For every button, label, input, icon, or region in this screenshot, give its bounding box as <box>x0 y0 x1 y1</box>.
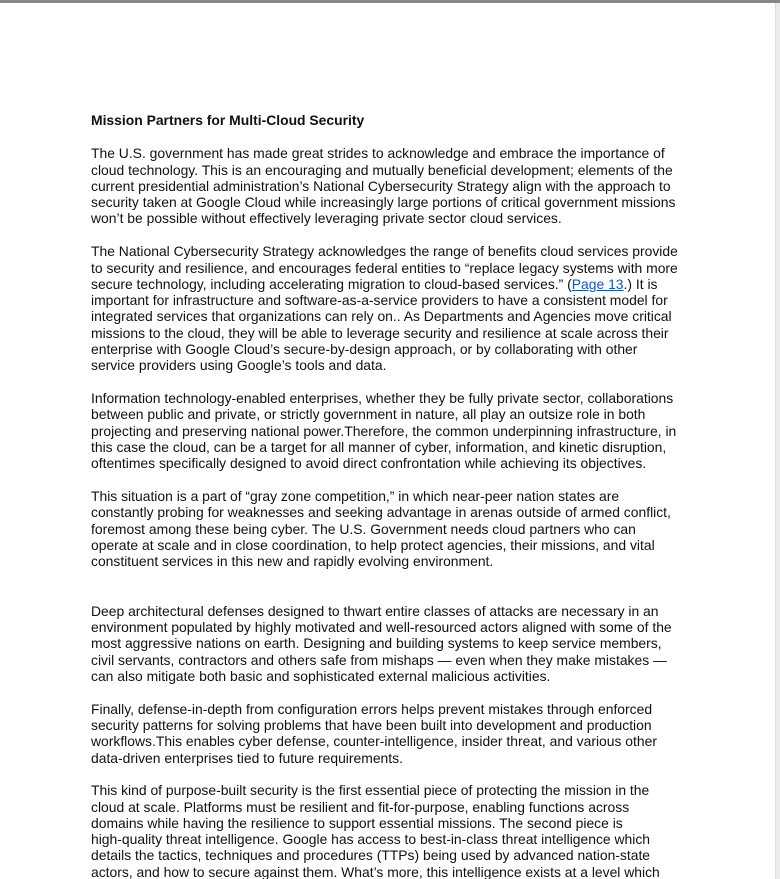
text-line: current presidential administration’s National Cybersecurity Strategy align with the approach to <box>91 177 671 194</box>
text-line: cloud technology. This is an encouraging and mutually beneficial development; elements of the <box>91 161 673 178</box>
document-title: Mission Partners for Multi-Cloud Security <box>91 112 365 128</box>
text-line: enterprise with Google Cloud’s secure-by-design approach, or by collaborating with other <box>91 341 638 358</box>
text-line: foremost among these being cyber. The U.S. Government needs cloud partners who can <box>91 520 636 537</box>
paragraph-6 <box>91 701 691 766</box>
paragraph-7 <box>91 782 691 879</box>
text-segment: secure technology, including accelerating migration to cloud-based services.” ( <box>91 275 572 292</box>
text-line: service providers using Google’s tools and data. <box>91 357 387 374</box>
text-line: workflows.This enables cyber defense, counter-intelligence, insider threat, and various other <box>91 733 657 750</box>
text-line: Deep architectural defenses designed to thwart entire classes of attacks are necessary in an <box>91 602 659 619</box>
text-line: oftentimes specifically designed to avoid direct confrontation while achieving its objectives. <box>91 455 647 472</box>
text-line: important for infrastructure and software-as-a-service providers to have a consistent model for <box>91 292 668 309</box>
text-line: Finally, defense-in-depth from configuration errors helps prevent mistakes through enforced <box>91 700 653 717</box>
text-line: details the tactics, techniques and procedures (TTPs) being used by advanced nation-state <box>91 847 651 864</box>
text-line: This kind of purpose-built security is the first essential piece of protecting the mission in the <box>91 782 650 799</box>
text-line: security patterns for solving problems that have been built into development and production <box>91 716 652 733</box>
text-line: cloud at scale. Platforms must be resilient and fit-for-purpose, enabling functions across <box>91 798 630 815</box>
text-line: can also mitigate both basic and sophisticated external malicious activities. <box>91 667 551 684</box>
text-line: The National Cybersecurity Strategy acknowledges the range of benefits cloud services provide <box>91 243 678 260</box>
text-line: security taken at Google Cloud while increasingly large portions of critical government missions <box>91 194 676 211</box>
text-line: constituent services in this new and rapidly evolving environment. <box>91 553 494 570</box>
paragraph-2 <box>91 243 691 373</box>
text-line: most aggressive nations on earth. Designing and building systems to keep service members, <box>91 635 662 652</box>
text-line: environment populated by highly motivated and well-resourced actors aligned with some of the <box>91 618 672 635</box>
text-line: to security and resilience, and encourages federal entities to “replace legacy systems with more <box>91 259 678 276</box>
paragraph-3 <box>91 390 691 471</box>
text-line: integrated services that organizations can rely on.. As Departments and Agencies move critical <box>91 308 672 325</box>
text-line <box>91 276 691 292</box>
text-line: this case the cloud, can be a target for all manner of cyber, information, and kinetic disruption, <box>91 439 667 456</box>
text-line: operate at scale and in close coordination, to help protect agencies, their missions, and vital <box>91 537 655 554</box>
text-line: projecting and preserving national power.Therefore, the common underpinning infrastructure, in <box>91 422 677 439</box>
text-line: constantly probing for weaknesses and seeking advantage in arenas outside of armed conflict, <box>91 504 671 521</box>
document-content <box>91 112 691 879</box>
text-line: between public and private, or strictly government in nature, all play an outsize role in both <box>91 406 646 423</box>
text-line: Information technology-enabled enterprises, whether they be fully private sector, collaborations <box>91 390 674 407</box>
text-line: domains while having the resilience to support essential missions. The second piece is <box>91 814 623 831</box>
text-line: This situation is a part of “gray zone competition,” in which near-peer nation states are <box>91 488 620 505</box>
text-line: actors, and how to secure against them. What’s more, this intelligence exists at a level which <box>91 863 660 879</box>
text-line: missions to the cloud, they will be able to leverage security and resilience at scale across their <box>91 324 669 341</box>
scrollbar-track[interactable] <box>775 3 780 879</box>
text-line: data-driven enterprises tied to future requirements. <box>91 749 403 766</box>
text-line: The U.S. government has made great strides to acknowledge and embrace the importance of <box>91 145 665 162</box>
page-13-link[interactable]: Page 13 <box>571 275 624 292</box>
document-page <box>0 3 776 879</box>
text-segment: .) It is <box>623 275 658 292</box>
paragraph-4 <box>91 488 691 569</box>
paragraph-5 <box>91 603 691 684</box>
text-line: civil servants, contractors and others safe from mishaps — even when they make mistakes — <box>91 651 667 668</box>
text-line: won’t be possible without effectively leveraging private sector cloud services. <box>91 210 562 227</box>
text-line: high-quality threat intelligence. Google has access to best-in-class threat intelligence which <box>91 831 651 848</box>
paragraph-1 <box>91 145 691 226</box>
